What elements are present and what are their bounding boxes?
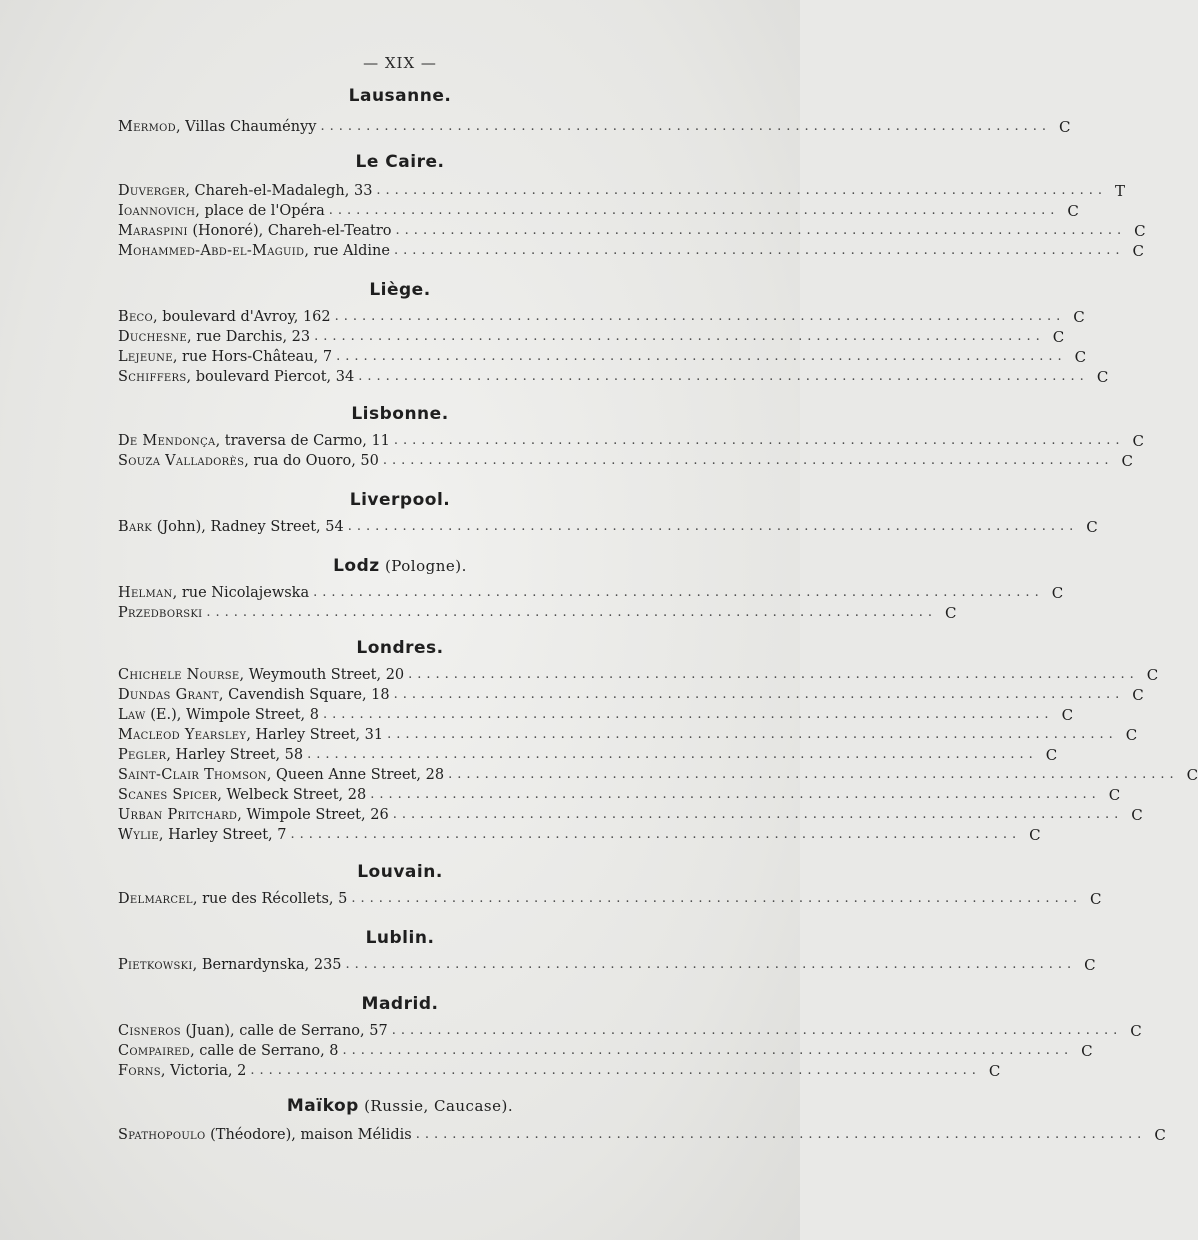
leader-dots: ................................................................................ — [307, 747, 1038, 762]
page-number: — XIX — — [363, 54, 437, 72]
entry-name: Pegler — [118, 747, 167, 763]
entry-address: calle de Serrano, 8 — [199, 1043, 339, 1059]
leader-dots: ................................................................................ — [206, 605, 937, 620]
entry-name: Lejeune — [118, 349, 173, 365]
city-name: Londres. — [356, 638, 444, 658]
leader-dots: ................................................................................ — [314, 329, 1045, 344]
entry-name: Duchesne — [118, 329, 188, 345]
directory-entry: Scanes Spicer , Welbeck Street, 28 ................................................................................ C — [118, 786, 1121, 804]
entry-address: Queen Anne Street, 28 — [276, 767, 445, 783]
entry-address: Bernardynska, 235 — [201, 957, 342, 973]
entry-code: C — [1186, 766, 1198, 784]
entry-name: Wylie — [118, 827, 159, 843]
leader-dots: ................................................................................ — [322, 707, 1054, 722]
directory-entry: Duchesne , rue Darchis, 23 ................................................................................ C — [118, 328, 1065, 346]
entry-code: C — [1051, 584, 1064, 602]
leader-dots: ................................................................................ — [358, 369, 1089, 384]
directory-entry: Macleod Yearsley , Harley Street, 31 ................................................................................ C — [118, 726, 1138, 744]
directory-entry: Lejeune , rue Hors-Château, 7 ................................................................................ C — [118, 348, 1087, 366]
directory-entry: Chichele Nourse , Weymouth Street, 20 ................................................................................ C — [118, 666, 1159, 684]
city-heading — [0, 928, 800, 948]
directory-entry: Wylie , Harley Street, 7 ................................................................................ C — [118, 826, 1041, 844]
directory-entry — [118, 704, 1074, 724]
entry-name: Cisneros — [118, 1023, 181, 1039]
leader-dots: ................................................................................ — [345, 957, 1077, 972]
entry-name: Saint-Clair Thomson — [118, 767, 267, 783]
entry-name: Delmarcel — [118, 891, 193, 907]
entry-name: Duverger — [118, 183, 186, 199]
leader-dots: ................................................................................ — [392, 807, 1124, 822]
entry-code: C — [1084, 956, 1096, 974]
city-name: Lublin. — [365, 928, 435, 948]
entry-code: C — [1029, 826, 1041, 844]
leader-dots: ................................................................................ — [336, 349, 1067, 364]
entry-address: boulevard Piercot, 34 — [195, 369, 355, 385]
entry-address: rue Aldine — [313, 243, 390, 259]
directory-entry: Ioannovich , place de l'Opéra ................................................................................ C — [118, 202, 1079, 220]
entry-code: C — [1096, 368, 1109, 386]
city-heading — [0, 152, 800, 172]
entry-code: C — [1086, 518, 1098, 536]
leader-dots: ................................................................................ — [351, 891, 1082, 906]
city-heading — [0, 638, 800, 658]
leader-dots: ................................................................................ — [320, 119, 1052, 134]
directory-entry: Mohammed-Abd-el-Maguid , rue Aldine ................................................................................ C — [118, 242, 1145, 260]
leader-dots: ................................................................................ — [313, 585, 1044, 600]
city-heading — [0, 556, 800, 576]
entry-address: Harley Street, 7 — [168, 827, 287, 843]
entry-code: C — [1074, 348, 1087, 366]
entry-address: (Honoré), Chareh-el-Teatro — [192, 223, 392, 239]
directory-entry: Souza Valladorès , rua do Ouoro, 50 ................................................................................ C — [118, 452, 1133, 470]
entry-code: C — [1130, 1022, 1142, 1040]
entry-name: Compaired — [118, 1043, 191, 1059]
entry-code: C — [988, 1062, 1001, 1080]
city-name: Maïkop — [286, 1096, 359, 1116]
city-note: (Pologne). — [379, 557, 467, 575]
leader-dots: ................................................................................ — [370, 787, 1101, 802]
leader-dots: ................................................................................ — [347, 519, 1079, 534]
entry-address: (Théodore), maison Mélidis — [210, 1127, 412, 1143]
entry-code: C — [1081, 1042, 1093, 1060]
entry-code: C — [1132, 432, 1144, 450]
entry-address: Welbeck Street, 28 — [226, 787, 367, 803]
directory-entry: Compaired , calle de Serrano, 8 ................................................................................ C — [118, 1042, 1093, 1060]
city-name: Lisbonne. — [351, 404, 449, 424]
entry-name: De Mendonça — [118, 433, 216, 449]
entry-code: C — [1134, 222, 1146, 240]
entry-name: Maraspini — [118, 223, 188, 239]
leader-dots: ................................................................................ — [415, 1127, 1147, 1142]
entry-address: place de l'Opéra — [204, 203, 325, 219]
directory-entry: Forns , Victoria, 2 ................................................................................ C — [118, 1062, 1001, 1080]
entry-code: C — [1061, 706, 1074, 724]
entry-code: C — [1108, 786, 1121, 804]
city-heading — [0, 994, 800, 1014]
directory-entry: Urban Pritchard , Wimpole Street, 26 ................................................................................ C — [118, 806, 1143, 824]
entry-address: Harley Street, 58 — [175, 747, 304, 763]
entry-address: rue Hors-Château, 7 — [182, 349, 333, 365]
entry-address: rue Darchis, 23 — [196, 329, 311, 345]
directory-entry: Helman , rue Nicolajewska ................................................................................ C — [118, 584, 1064, 602]
entry-address: Harley Street, 31 — [255, 727, 384, 743]
entry-name: Scanes Spicer — [118, 787, 218, 803]
entry-address: (John), Radney Street, 54 — [156, 519, 344, 535]
entry-address: Victoria, 2 — [170, 1063, 247, 1079]
entry-address: Wimpole Street, 26 — [246, 807, 389, 823]
entry-name: Przedborski — [118, 605, 203, 621]
entry-address: rua do Ouoro, 50 — [253, 453, 379, 469]
entry-name: Helman — [118, 585, 173, 601]
leader-dots: ................................................................................ — [393, 243, 1125, 258]
leader-dots: ................................................................................ — [408, 667, 1139, 682]
entry-name: Dundas Grant — [118, 687, 219, 703]
entry-code: C — [1067, 202, 1079, 220]
entry-address: Cavendish Square, 18 — [228, 687, 390, 703]
directory-entry: Schiffers , boulevard Piercot, 34 ................................................................................ C — [118, 368, 1109, 386]
entry-code: T — [1115, 182, 1126, 200]
entry-name: Beco — [118, 309, 154, 325]
leader-dots: ................................................................................ — [328, 203, 1060, 218]
directory-entry: Duverger , Chareh-el-Madalegh, 33 ................................................................................ T — [118, 182, 1126, 200]
entry-name: Forns — [118, 1063, 161, 1079]
directory-entry: Delmarcel , rue des Récollets, 5 ................................................................................ C — [118, 890, 1102, 908]
directory-entry: Saint-Clair Thomson , Queen Anne Street, 28 ................................................................................ C — [118, 766, 1198, 784]
entry-code: C — [1132, 686, 1144, 704]
leader-dots: ................................................................................ — [393, 433, 1125, 448]
entry-code: C — [1154, 1126, 1166, 1144]
directory-entry: Dundas Grant , Cavendish Square, 18 ................................................................................ C — [118, 686, 1144, 704]
directory-entry — [118, 516, 1098, 536]
entry-code: C — [1125, 726, 1138, 744]
entry-name: Spathopoulo — [118, 1127, 206, 1143]
entry-address: boulevard d'Avroy, 162 — [162, 309, 331, 325]
entry-address: traversa de Carmo, 11 — [224, 433, 390, 449]
directory-entry: Pietkowski , Bernardynska, 235 ................................................................................ C — [118, 956, 1096, 974]
entry-code: C — [1132, 242, 1145, 260]
entry-code: C — [1131, 806, 1143, 824]
leader-dots: ................................................................................ — [393, 687, 1125, 702]
directory-entry — [118, 1124, 1166, 1144]
directory-entry — [118, 1020, 1142, 1040]
city-heading — [0, 1096, 800, 1116]
entry-code: C — [1059, 118, 1071, 136]
leader-dots: ................................................................................ — [334, 309, 1066, 324]
entry-address: Weymouth Street, 20 — [248, 667, 405, 683]
entry-name: Urban Pritchard — [118, 807, 238, 823]
city-heading — [0, 86, 800, 106]
entry-name: Law — [118, 707, 146, 723]
leader-dots: ................................................................................ — [391, 1023, 1123, 1038]
entry-name: Mohammed-Abd-el-Maguid — [118, 243, 305, 259]
entry-address: Villas Chauményy — [185, 119, 317, 135]
entry-name: Pietkowski — [118, 957, 193, 973]
city-heading — [0, 280, 800, 300]
leader-dots: ................................................................................ — [382, 453, 1114, 468]
leader-dots: ................................................................................ — [342, 1043, 1074, 1058]
entry-name: Macleod Yearsley — [118, 727, 247, 743]
city-name: Louvain. — [357, 862, 443, 882]
directory-entry: De Mendonça , traversa de Carmo, 11 ................................................................................ C — [118, 432, 1144, 450]
city-name: Madrid. — [361, 994, 439, 1014]
entry-address: Chareh-el-Madalegh, 33 — [194, 183, 373, 199]
leader-dots: ................................................................................ — [290, 827, 1022, 842]
entry-code: C — [1045, 746, 1058, 764]
directory-entry — [118, 602, 957, 622]
entry-name: Chichele Nourse — [118, 667, 240, 683]
directory-entry: Pegler , Harley Street, 58 ................................................................................ C — [118, 746, 1058, 764]
entry-code: C — [1146, 666, 1159, 684]
directory-entry: Mermod , Villas Chauményy ................................................................................ C — [118, 118, 1071, 136]
entry-address: rue Nicolajewska — [181, 585, 310, 601]
entry-name: Schiffers — [118, 369, 187, 385]
entry-code: C — [1073, 308, 1085, 326]
entry-name: Bark — [118, 519, 153, 535]
city-heading — [0, 404, 800, 424]
entry-code: C — [1052, 328, 1065, 346]
city-heading — [0, 490, 800, 510]
leader-dots: ................................................................................ — [387, 727, 1118, 742]
directory-entry: Beco , boulevard d'Avroy, 162 ................................................................................ C — [118, 308, 1085, 326]
leader-dots: ................................................................................ — [376, 183, 1108, 198]
city-name: Le Caire. — [355, 152, 445, 172]
entry-name: Mermod — [118, 119, 176, 135]
entry-address: (E.), Wimpole Street, 8 — [150, 707, 319, 723]
entry-name: Souza Valladorès — [118, 453, 245, 469]
city-name: Liverpool. — [349, 490, 451, 510]
entry-name: Ioannovich — [118, 203, 196, 219]
entry-code: C — [1121, 452, 1133, 470]
city-name: Lausanne. — [348, 86, 452, 106]
city-name: Lodz — [333, 556, 380, 576]
entry-code: C — [1089, 890, 1102, 908]
directory-entry — [118, 220, 1146, 240]
leader-dots: ................................................................................ — [448, 767, 1179, 782]
entry-address: (Juan), calle de Serrano, 57 — [185, 1023, 388, 1039]
city-name: Liège. — [369, 280, 431, 300]
city-note: (Russie, Caucase). — [358, 1097, 514, 1115]
city-heading — [0, 862, 800, 882]
entry-code: C — [944, 604, 957, 622]
entry-address: rue des Récollets, 5 — [202, 891, 348, 907]
leader-dots: ................................................................................ — [395, 223, 1127, 238]
leader-dots: ................................................................................ — [250, 1063, 981, 1078]
